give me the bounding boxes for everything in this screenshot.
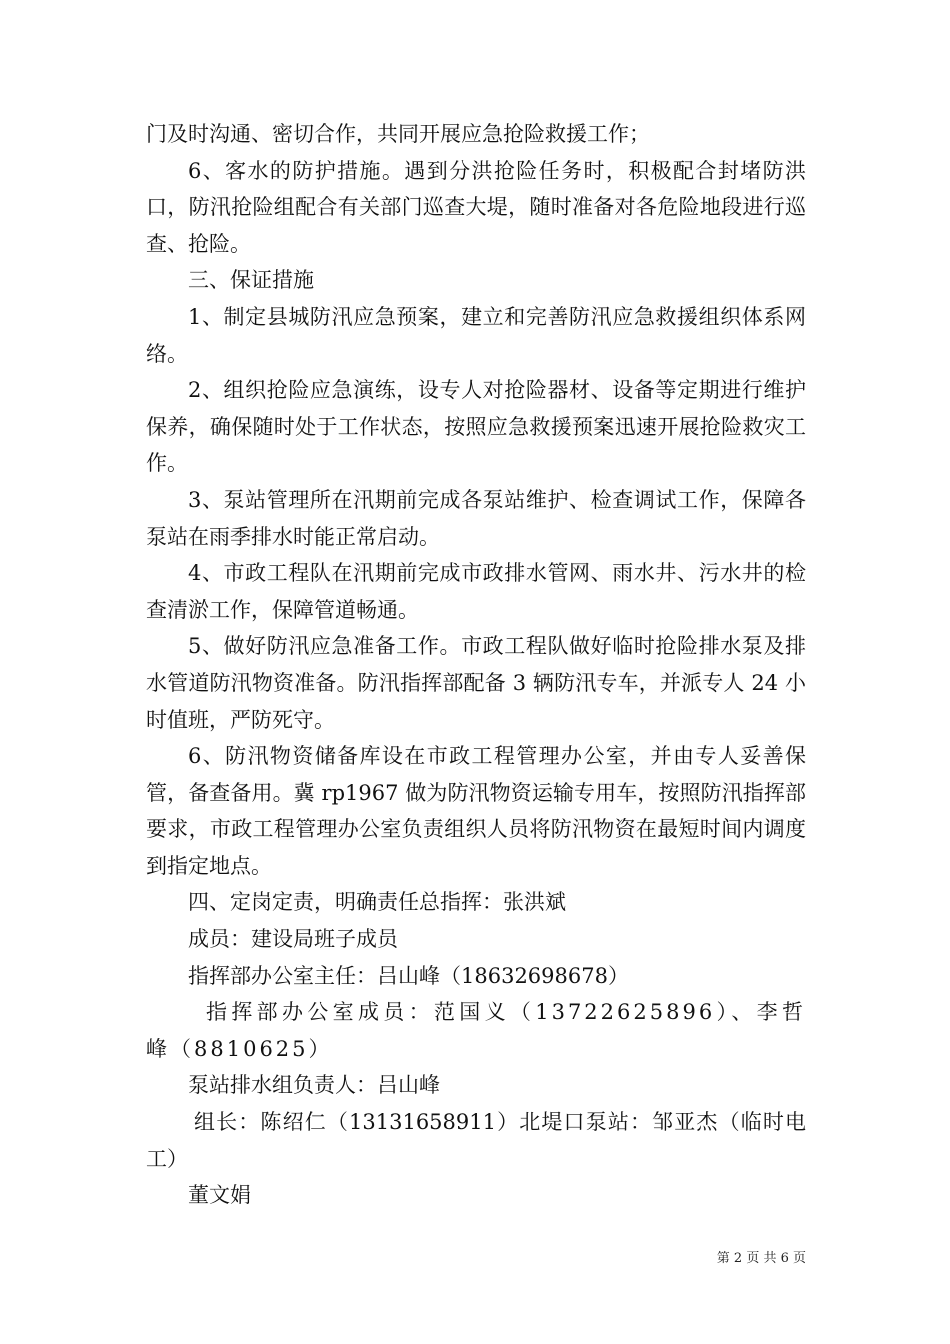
paragraph-5: 2、组织抢险应急演练，设专人对抢险器材、设备等定期进行维护保养，确保随时处于工作状态，按照应急救援预案迅速开展抢险救灾工作。	[146, 378, 806, 476]
paragraph-7: 4、市政工程队在汛期前完成市政排水管网、雨水井、污水井的检查清淤工作，保障管道畅通。	[146, 561, 806, 622]
document-body	[146, 116, 806, 1214]
paragraph-4: 1、制定县城防汛应急预案，建立和完善防汛应急救援组织体系网络。	[146, 304, 806, 366]
paragraph-9: 6、防汛物资储备库设在市政工程管理办公室，并由专人妥善保管，备查备用。冀 rp1967 做为防汛物资运输专用车，按照防汛指挥部要求，市政工程管理办公室负责组织人员将防汛物资在最短时间内调度到指定地点。	[146, 744, 806, 878]
group-leader-line: 组长：陈绍仁（13131658911）北堤口泵站：邹亚杰（临时电工）	[146, 1110, 806, 1171]
office-members-line: 指挥部办公室成员：范国义（13722625896）、李哲峰（8810625）	[146, 1000, 806, 1061]
office-director-line: 指挥部办公室主任：吕山峰（18632698678）	[188, 963, 629, 988]
paragraph-6: 3、泵站管理所在汛期前完成各泵站维护、检查调试工作，保障各泵站在雨季排水时能正常启动。	[146, 487, 806, 549]
paragraph-2: 6、客水的防护措施。遇到分洪抢险任务时，积极配合封堵防洪口，防汛抢险组配合有关部门巡查大堤，随时准备对各危险地段进行巡查、抢险。	[146, 158, 806, 256]
pump-leader-line: 泵站排水组负责人：吕山峰	[188, 1073, 440, 1098]
section-heading-3: 三、保证措施	[188, 268, 314, 293]
name-line: 董文娟	[188, 1183, 251, 1208]
paragraph-1: 门及时沟通、密切合作，共同开展应急抢险救援工作；	[146, 122, 650, 146]
section-heading-4: 四、定岗定责，明确责任总指挥：张洪斌	[188, 890, 566, 915]
members-line: 成员：建设局班子成员	[188, 927, 398, 952]
paragraph-8: 5、做好防汛应急准备工作。市政工程队做好临时抢险排水泵及排水管道防汛物资准备。防汛指挥部配备 3 辆防汛专车，并派专人 24 小时值班，严防死守。	[146, 634, 806, 732]
page-indicator: 第 2 页 共 6 页	[716, 1251, 806, 1266]
